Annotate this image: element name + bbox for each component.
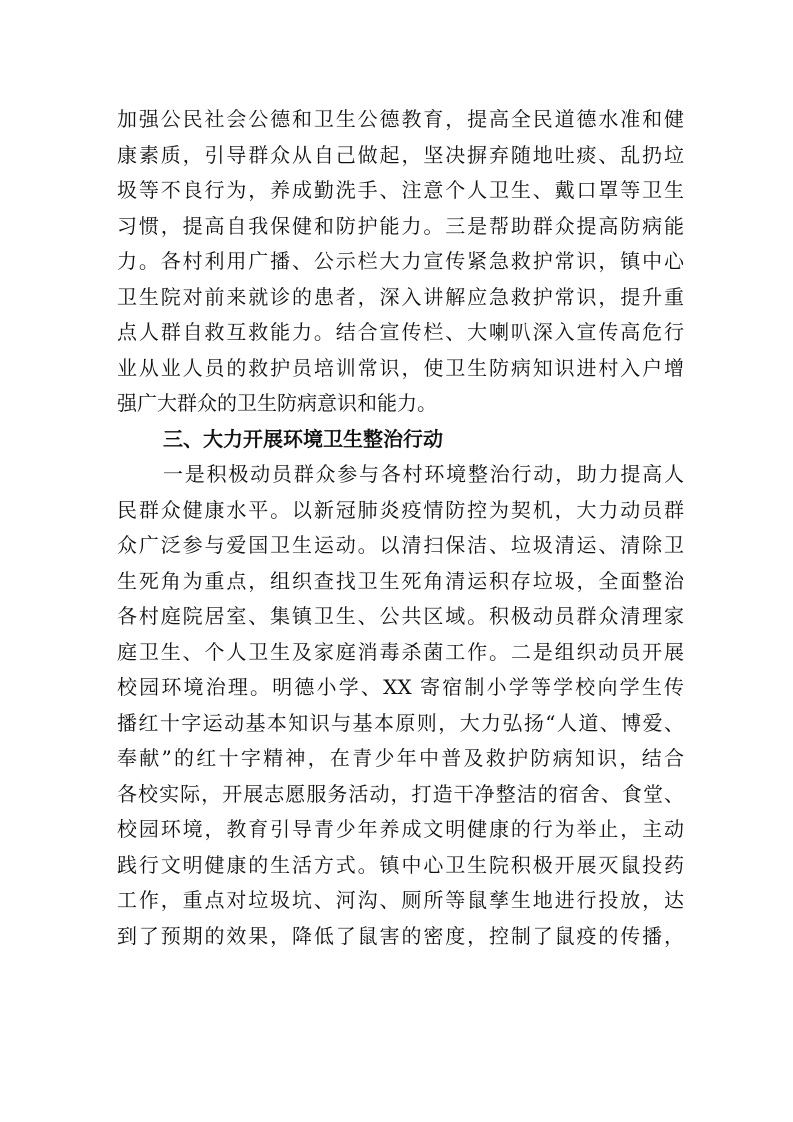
text-line: 习惯，提高自我保健和防护能力。三是帮助群众提高防病能 [117, 213, 684, 238]
section-heading: 三、大力开展环境卫生整治行动 [163, 426, 443, 451]
text-line: 各村庭院居室、集镇卫生、公共区域。积极动员群众清理家 [117, 604, 684, 628]
text-line: 点人群自救互救能力。结合宣传栏、大喇叭深入宣传高危行 [117, 320, 684, 344]
text-line: 生死角为重点，组织查找卫生死角清运积存垃圾，全面整治 [117, 568, 684, 593]
text-line: 众广泛参与爱国卫生运动。以清扫保洁、垃圾清运、清除卫 [117, 533, 684, 557]
text-line: 力。各村利用广播、公示栏大力宣传紧急救护常识，镇中心 [117, 249, 684, 273]
text-line: 奉献”的红十字精神，在青少年中普及救护防病知识，结合 [117, 746, 684, 770]
paragraph-2 [117, 457, 684, 954]
text-line: 强广大群众的卫生防病意识和能力。 [117, 391, 437, 415]
text-line: 校园环境，教育引导青少年养成文明健康的行为举止，主动 [117, 817, 684, 841]
text-line: 到了预期的效果，降低了鼠害的密度，控制了鼠疫的传播， [117, 923, 684, 948]
text-line: 工作，重点对垃圾坑、河沟、厕所等鼠孳生地进行投放，达 [117, 888, 684, 912]
text-line: 民群众健康水平。以新冠肺炎疫情防控为契机，大力动员群 [117, 497, 684, 522]
paragraph-1 [117, 102, 684, 422]
text-line: 康素质，引导群众从自己做起，坚决摒弃随地吐痰、乱扔垃 [117, 142, 684, 167]
text-line: 加强公民社会公德和卫生公德教育，提高全民道德水准和健 [117, 107, 684, 131]
text-line: 庭卫生、个人卫生及家庭消毒杀菌工作。二是组织动员开展 [117, 639, 684, 664]
text-line: 一是积极动员群众参与各村环境整治行动，助力提高人 [163, 462, 684, 486]
text-line: 卫生院对前来就诊的患者，深入讲解应急救护常识，提升重 [117, 284, 684, 309]
text-line: 播红十字运动基本知识与基本原则，大力弘扬“人道、博爱、 [117, 710, 684, 735]
document-page [117, 102, 684, 954]
text-line: 业从业人员的救护员培训常识，使卫生防病知识进村入户增 [117, 355, 684, 380]
text-line: 圾等不良行为，养成勤洗手、注意个人卫生、戴口罩等卫生 [117, 178, 684, 202]
text-line: 校园环境治理。明德小学、XX 寄宿制小学等学校向学生传 [117, 675, 684, 699]
text-line: 践行文明健康的生活方式。镇中心卫生院积极开展灭鼠投药 [117, 852, 684, 877]
text-line: 各校实际，开展志愿服务活动，打造干净整洁的宿舍、食堂、 [117, 781, 684, 806]
